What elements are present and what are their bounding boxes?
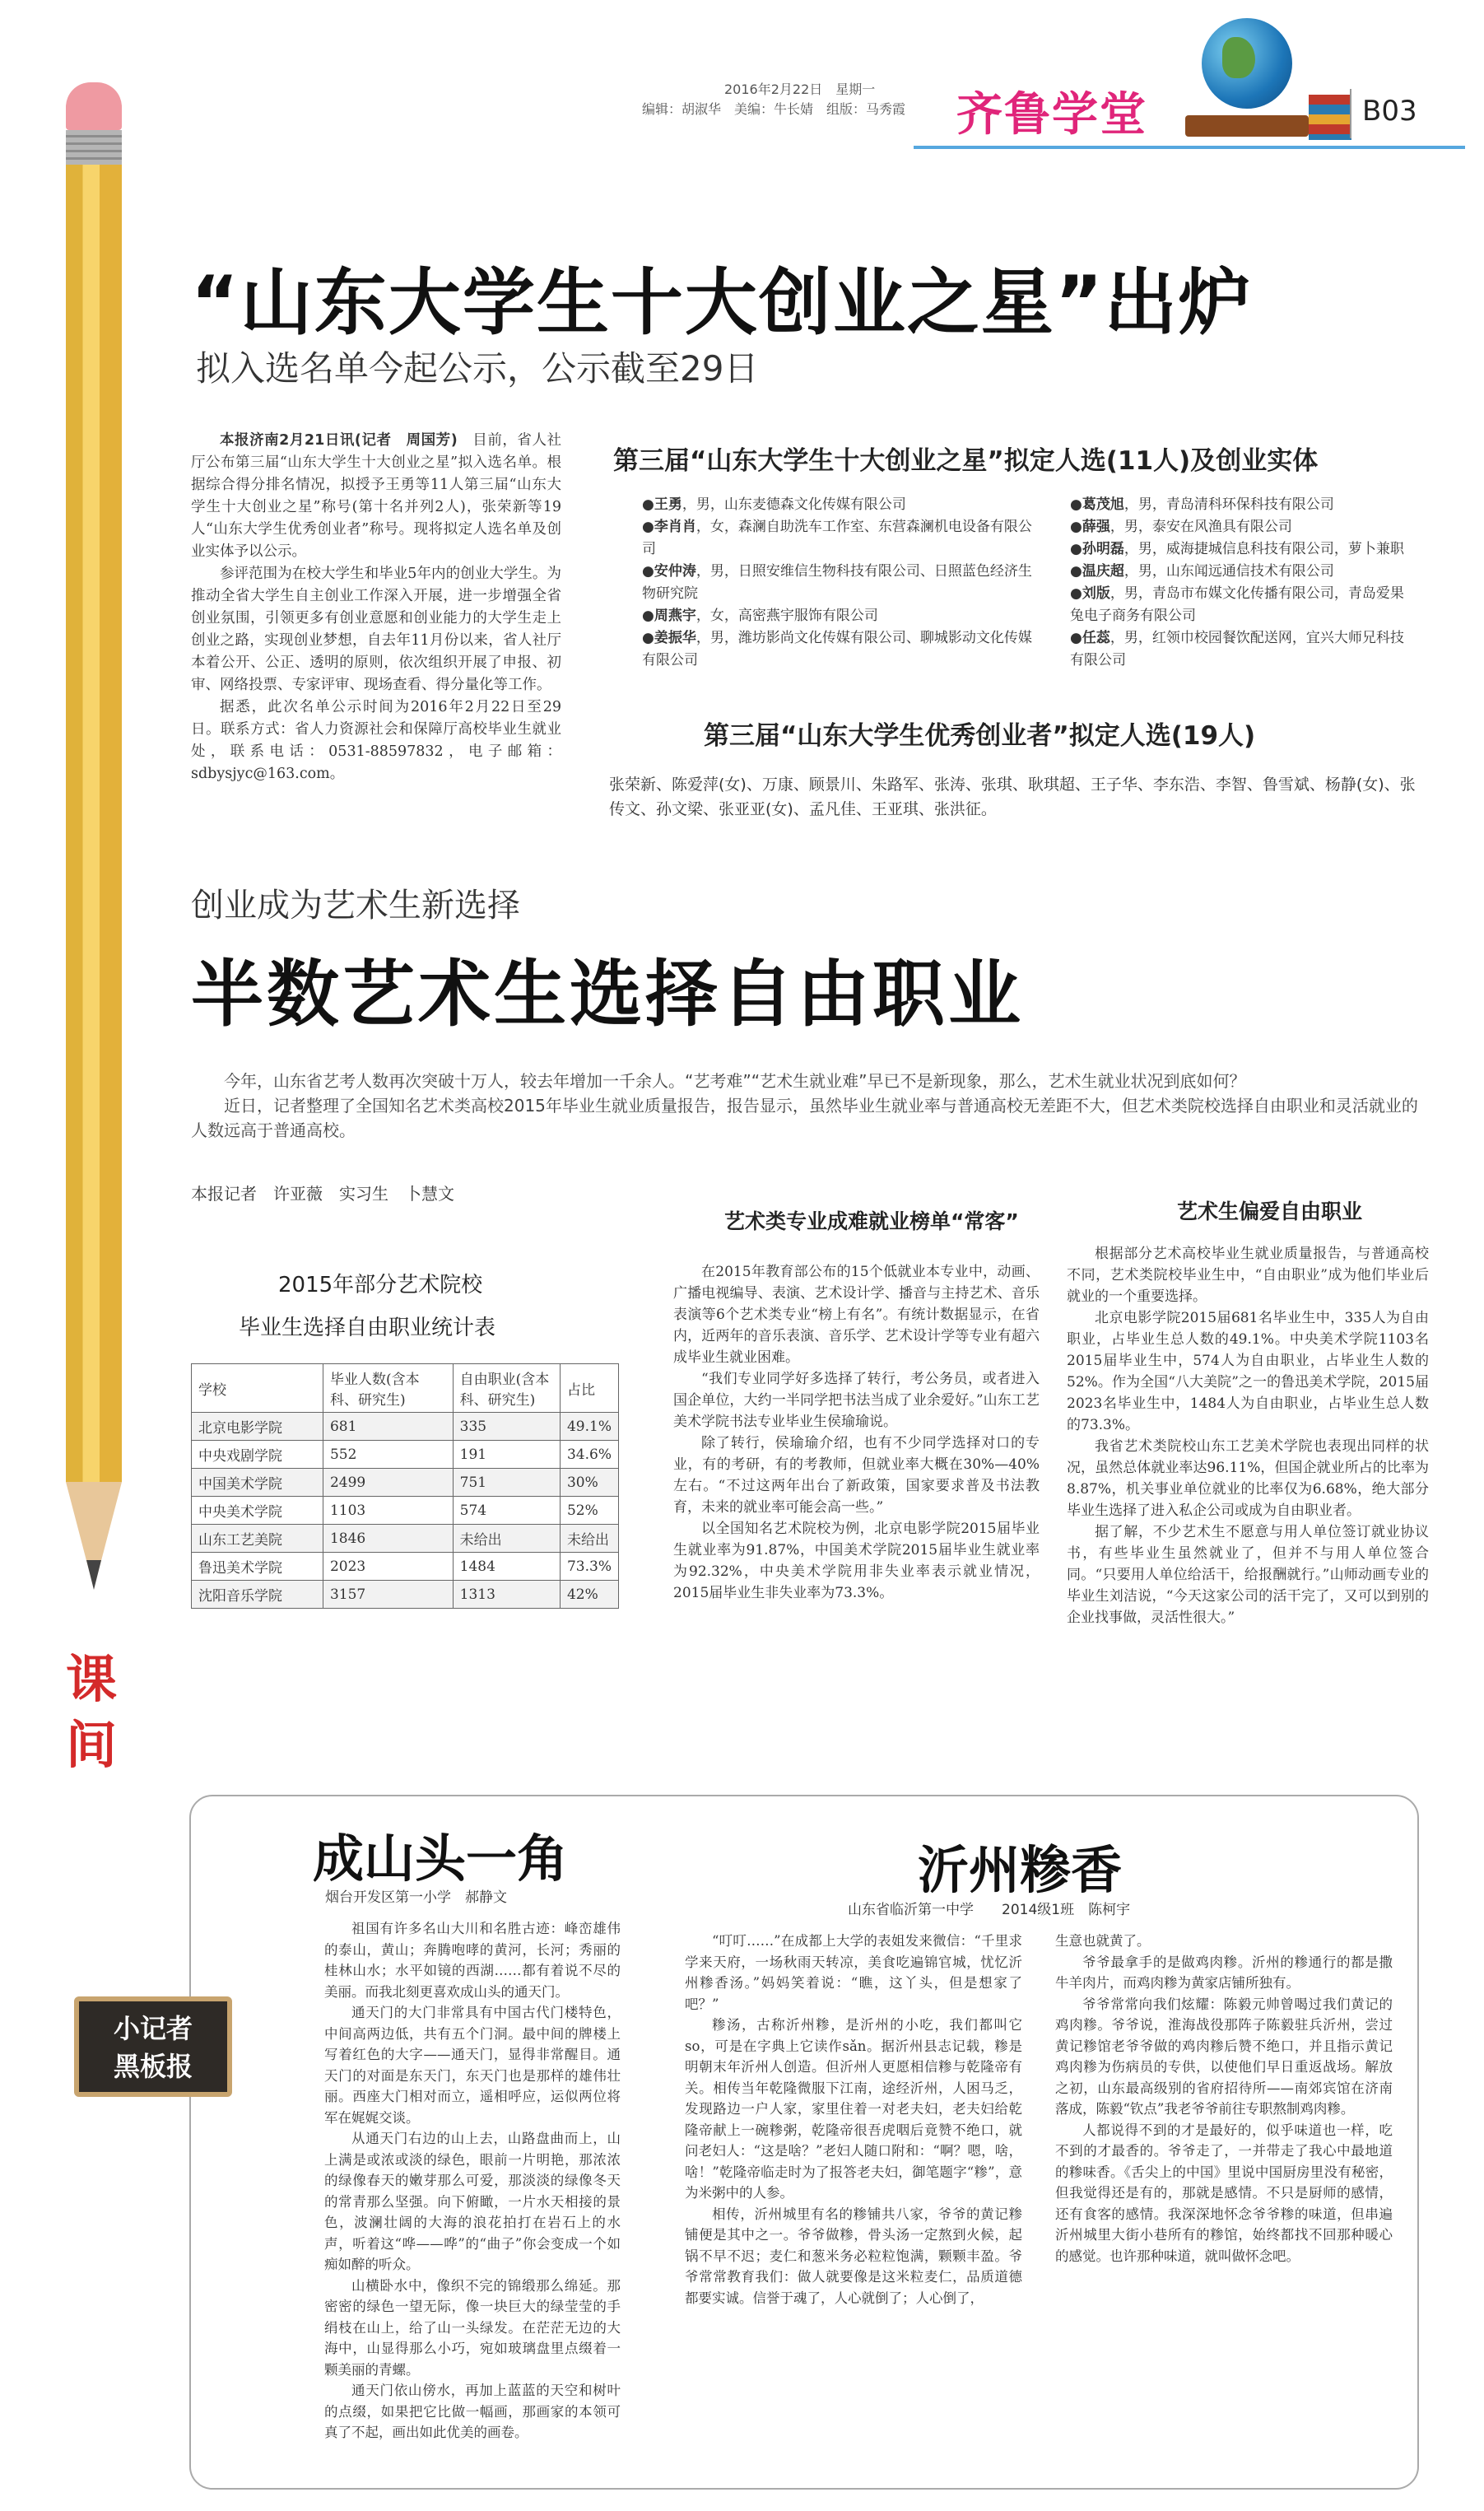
essay1-author: 烟台开发区第一小学 郝静文 [325, 1889, 507, 1906]
list1-entry: ●孙明磊，男，威海捷城信息科技有限公司，萝卜兼职 [1070, 541, 1404, 557]
essay1-para: 通天门的大门非常具有中国古代门楼特色，中间高两边低，共有五个门洞。最中间的牌楼上写着红色的大字——通天门，显得非常醒目。通天门的对面是东天门，东天门也是那样的雄伟壮丽。西座大门相对而立，遥相呼应，运似两位将军在娓娓交谈。 [324, 2005, 621, 2126]
col3-body [1067, 1243, 1429, 1628]
essay2-para: 人都说得不到的才是最好的，似乎味道也一样，吃不到的才最香的。爷爷走了，一并带走了我心中最地道的糁味香。《舌尖上的中国》里说中国厨房里没有秘密，但我觉得还是有的，那就是感情。不只是厨师的感情，还有食客的感情。我深深地怀念爷爷糁的味道，但串遍沂州城里大街小巷所有的糁馆，始终都找不回那种暖心的感觉。也许那种味道，就叫做怀念吧。 [1055, 2122, 1393, 2264]
article2-lead1: 今年，山东省艺考人数再次突破十万人，较去年增加一千余人。“艺考难”“艺术生就业难”早已不是新现象，那么，艺术生就业状况到底如何？ [224, 1071, 1246, 1091]
col2-title: 艺术类专业成难就业榜单“常客” [724, 1209, 1019, 1233]
col2-para: 除了转行，侯瑜瑜介绍，也有不少同学选择对口的专业，有的考研，有的考教师，但就业率大概在30%—40%左右。“不过这两年出台了新政策，国家要求普及书法教育，未来的就业率可能会高一些。” [673, 1435, 1040, 1516]
books-icon [1309, 95, 1351, 140]
col2-body [673, 1261, 1040, 1604]
section-title: 齐鲁学堂 [956, 88, 1147, 142]
article1-subtitle: 拟入选名单今起公示，公示截至29日 [196, 348, 759, 389]
globe-stand [1185, 115, 1309, 137]
essay1-title: 成山头一角 [313, 1829, 569, 1889]
chalkboard [74, 1996, 232, 2097]
board-line1: 小记者 [113, 2013, 193, 2044]
essay2-para: “叮叮……”在成都上大学的表姐发来微信：“千里求学来天府，一场秋雨天转凉，美食吃遍锦官城，忧忆沂州糁香汤。”妈妈笑着说：“瞧，这丫头，但是想家了吧？” [685, 1933, 1022, 2012]
pencil-body [66, 165, 122, 1482]
article2-lead2: 近日，记者整理了全国知名艺术类高校2015年毕业生就业质量报告，报告显示，虽然毕业生就业率与普通高校无差距不大，但艺术类院校选择自由职业和灵活就业的人数远高于普通高校。 [191, 1096, 1418, 1140]
list1-right [1070, 494, 1416, 672]
list2-names: 张荣新、陈爱萍(女)、万康、顾景川、朱路军、张涛、张琪、耿琪超、王子华、李东浩、李智、鲁雪斌、杨静(女)、张传文、孙文梁、张亚亚(女)、孟凡佳、王亚琪、张洪征。 [609, 776, 1416, 818]
list1-title: 第三届“山东大学生十大创业之星”拟定人选(11人)及创业实体 [613, 446, 1319, 476]
essay1-body [324, 1918, 621, 2443]
list1-left [642, 494, 1037, 672]
table-header: 占比 [560, 1364, 618, 1413]
pencil-lead [86, 1560, 101, 1590]
header-date: 2016年2月22日 星期一 [724, 82, 876, 97]
header-editors: 编辑：胡淑华 美编：牛长婧 组版：马秀霞 [642, 101, 906, 117]
list1-entry: ●安仲涛，男，日照安维信生物科技有限公司、日照蓝色经济生物研究院 [642, 563, 1032, 602]
article1-para2: 参评范围为在校大学生和毕业5年内的创业大学生。为推动全省大学生自主创业工作深入开展，进一步增强全省创业氛围，引领更多有创业意愿和创业能力的大学生走上创业之路，实现创业梦想，自去年11月份以来，省人社厅本着公开、公正、透明的原则，依次组织开展了申报、初审、网络投票、专家评审、现场查看、得分量化等工作。 [191, 566, 561, 693]
page-number: B03 [1362, 95, 1417, 128]
list1-entry: ●姜振华，男，潍坊影尚文化传媒有限公司、聊城影动文化传媒有限公司 [642, 630, 1032, 669]
essay2-para: 生意也就黄了。 [1055, 1933, 1151, 1949]
col2-para: 在2015年教育部公布的15个低就业本专业中，动画、广播电视编导、表演、艺术设计学、播音与主持艺术、音乐表演等6个艺术类专业“榜上有名”。有统计数据显示，在省内，近两年的音乐表演、音乐学、艺术设计学等专业有超六成毕业生就业困难。 [673, 1264, 1040, 1366]
stats-table [191, 1363, 619, 1609]
table-header: 自由职业(含本科、研究生) [453, 1364, 560, 1413]
essay2-para: 爷爷最拿手的是做鸡肉糁。沂州的糁通行的都是撒牛羊肉片，而鸡肉糁为黄家店铺所独有。 [1055, 1954, 1393, 1991]
article1-para1: 目前，省人社厅公布第三届“山东大学生十大创业之星”拟入选名单。根据综合得分排名情况，拟授予王勇等11人第三届“山东大学生十大创业之星”称号(第十名并列2人)，张荣新等19人“山东大学生优秀创业者”称号。现将拟定人选名单及创业实体予以公示。 [191, 432, 562, 560]
essay2-title: 沂州糁香 [918, 1840, 1123, 1900]
essay2-para: 糁汤，古称沂州糁，是沂州的小吃，我们都叫它so，可是在字典上它读作sǎn。据沂州县志记载，糁是明朝末年沂州人创造。但沂州人更愿相信糁与乾隆帝有关。相传当年乾隆微服下江南，途经沂州，人困马乏，发现路边一户人家，家里住着一对老夫妇，老夫妇给乾隆帝献上一碗糁粥，乾隆帝很吾虎咽后竟赞不绝口，就问老妇人：“这是啥？”老妇人随口附和：“啊？嗯，啥，啥！”乾隆帝临走时为了报答老夫妇，御笔题字“糁”，意为米粥中的人参。 [685, 2017, 1022, 2201]
pencil-band [66, 130, 122, 165]
list1-entry: ●刘版，男，青岛市布媒文化传播有限公司，青岛爱果兔电子商务有限公司 [1070, 585, 1404, 624]
col3-title: 艺术生偏爱自由职业 [1177, 1200, 1363, 1223]
pencil-eraser [66, 82, 122, 130]
list1-entry: ●王勇，男，山东麦德森文化传媒有限公司 [642, 496, 906, 513]
col2-para: “我们专业同学好多选择了转行，考公务员，或者进入国企单位，大约一半同学把书法当成了业余爱好。”山东工艺美术学院书法专业毕业生侯瑜瑜说。 [673, 1371, 1040, 1430]
article2-reporters: 本报记者 许亚薇 实习生 卜慧文 [191, 1184, 454, 1204]
col2-para: 以全国知名艺术院校为例，北京电影学院2015届毕业生就业率为91.87%，中国美术学院2015届毕业生就业率为92.32%，中央美术学院用非失业率表示就业情况，2015届毕业生非失业率为73.3%。 [673, 1521, 1040, 1601]
essay2-body [685, 1931, 1393, 2308]
col3-para: 北京电影学院2015届681名毕业生中，335人为自由职业，占毕业生总人数的49.1%。中央美术学院1103名2015届毕业生中，574人为自由职业，占毕业生人数的52%。作为全国“八大美院”之一的鲁迅美术学院，2015届2023名毕业生中，1484人为自由职业，占毕业生总人数的73.3%。 [1067, 1310, 1429, 1433]
table-row: 鲁迅美术学院 2023 1484 73.3% [192, 1553, 619, 1581]
essay2-para: 爷爷常常向我们炫耀：陈毅元帅曾喝过我们黄记的鸡肉糁。爷爷说，淮海战役那阵子陈毅驻兵沂州，尝过黄记糁馆老爷爷做的鸡肉糁后赞不绝口，并且指示黄记鸡肉糁为伤病员的专供，以使他们早日重返战场。解放之初，山东最高级别的省府招待所——南郊宾馆在济南落成，陈毅“钦点”我老爷爷前往专职熬制鸡肉糁。 [1055, 1996, 1393, 2117]
table-row: 山东工艺美院 1846 未给出 未给出 [192, 1525, 619, 1553]
list1-entry: ●薛强，男，泰安在风渔具有限公司 [1070, 519, 1292, 535]
article2-lead [191, 1069, 1426, 1143]
article2-kicker: 创业成为艺术生新选择 [191, 887, 520, 925]
table-header: 学校 [192, 1364, 323, 1413]
table-title-1: 2015年部分艺术院校 [278, 1273, 483, 1297]
page-divider [1350, 89, 1351, 138]
list1-entry: ●任蕊，男，红领巾校园餐饮配送网，宜兴大师兄科技有限公司 [1070, 630, 1404, 669]
table-row: 中国美术学院 2499 751 30% [192, 1469, 619, 1497]
side-label-ke: 课 [66, 1649, 118, 1709]
list1-entry: ●葛茂旭，男，青岛清科环保科技有限公司 [1070, 496, 1334, 513]
essay1-para: 山横卧水中，像织不完的锦缎那么绵延。那密密的绿色一望无际，像一块巨大的绿莹莹的手绢枝在山上，给了山一头绿发。在茫茫无边的大海中，山显得那么小巧，宛如玻璃盘里点缀着一颗美丽的青螺。 [324, 2277, 621, 2378]
article1-body [191, 430, 561, 785]
list1-entry: ●李肖肖，女，森澜自助洗车工作室、东营森澜机电设备有限公司 [642, 519, 1032, 557]
table-row: 沈阳音乐学院 3157 1313 42% [192, 1581, 619, 1609]
article2-title: 半数艺术生选择自由职业 [191, 952, 1025, 1037]
side-label-jian: 间 [66, 1715, 118, 1775]
essay1-para: 从通天门右边的山上去，山路盘曲而上，山上满是或浓或淡的绿色，眼前一片明艳，那浓浓的绿像春天的嫩芽那么可爱，那淡淡的绿像冬天的常青那么坚强。向下俯瞰，一片水天相接的景色，波澜壮阔的大海的浪花拍打在岩石上的水声，听着这“哗——哗”的“曲子”你会变成一个如痴如醉的听众。 [324, 2131, 621, 2272]
table-row: 北京电影学院 681 335 49.1% [192, 1413, 619, 1441]
essay2-author: 山东省临沂第一中学 2014级1班 陈柯宇 [848, 1902, 1131, 1918]
article1-para3: 据悉，此次名单公示时间为2016年2月22日至29日。联系方式：省人力资源社会和保障厅高校毕业生就业处，联系电话：0531-88597832，电子邮箱：sdbysjyc@163.com。 [191, 699, 561, 782]
list1-entry: ●周燕宇，女，高密燕宇服饰有限公司 [642, 608, 878, 624]
globe-land [1222, 37, 1255, 78]
essay1-para: 通天门依山傍水，再加上蓝蓝的天空和树叶的点缀，如果把它比做一幅画，那画家的本领可真了不起，画出如此优美的画卷。 [324, 2383, 621, 2440]
table-row: 中央戏剧学院 552 191 34.6% [192, 1441, 619, 1469]
col3-para: 据了解，不少艺术生不愿意与用人单位签订就业协议书，有些毕业生虽然就业了，但并不与用人单位签合同。“只要用人单位给活干，给报酬就行。”山师动画专业的毕业生刘洁说，“今天这家公司的活干完了，又可以到别的企业找事做，灵活性很大。” [1067, 1524, 1429, 1626]
list1-entry: ●温庆超，男，山东闻远通信技术有限公司 [1070, 563, 1334, 580]
table-header: 毕业人数(含本科、研究生) [323, 1364, 453, 1413]
essay1-para: 祖国有许多名山大川和名胜古迹：峰峦雄伟的泰山，黄山；奔腾咆哮的黄河，长河；秀丽的桂林山水；水平如镜的西湖……都有着说不尽的美丽。而我北刻更喜欢成山头的通天门。 [324, 1921, 621, 2000]
board-line2: 黑板报 [113, 2051, 193, 2082]
col3-para: 根据部分艺术高校毕业生就业质量报告，与普通高校不同，艺术类院校毕业生中，“自由职业”成为他们毕业后就业的一个重要选择。 [1067, 1246, 1429, 1305]
header-rule [914, 146, 1465, 149]
table-header-row [192, 1364, 619, 1413]
col3-para: 我省艺术类院校山东工艺美术学院也表现出同样的状况，虽然总体就业率达96.11%，但国企就业所占的比率为8.87%，机关事业单位就业的比率仅为6.68%，绝大部分毕业生选择了进入私企公司或成为自由职业者。 [1067, 1438, 1429, 1519]
article1-title: “山东大学生十大创业之星”出炉 [191, 260, 1253, 345]
list2-title: 第三届“山东大学生优秀创业者”拟定人选(19人) [704, 721, 1256, 751]
table-row: 中央美术学院 1103 574 52% [192, 1497, 619, 1525]
essay2-para: 相传，沂州城里有名的糁铺共八家，爷爷的黄记糁铺便是其中之一。爷爷做糁，骨头汤一定熬到火候，起锅不早不迟；麦仁和葱米务必粒粒饱满，颗颗丰盈。爷爷常常教育我们：做人就要像是这米粒麦仁，品质道德都要实诚。信誉于魂了，人心就倒了；人心倒了， [685, 2206, 1022, 2306]
article1-byline: 本报济南2月21日讯(记者 周国芳) [220, 432, 458, 449]
table-title-2: 毕业生选择自由职业统计表 [239, 1316, 496, 1340]
